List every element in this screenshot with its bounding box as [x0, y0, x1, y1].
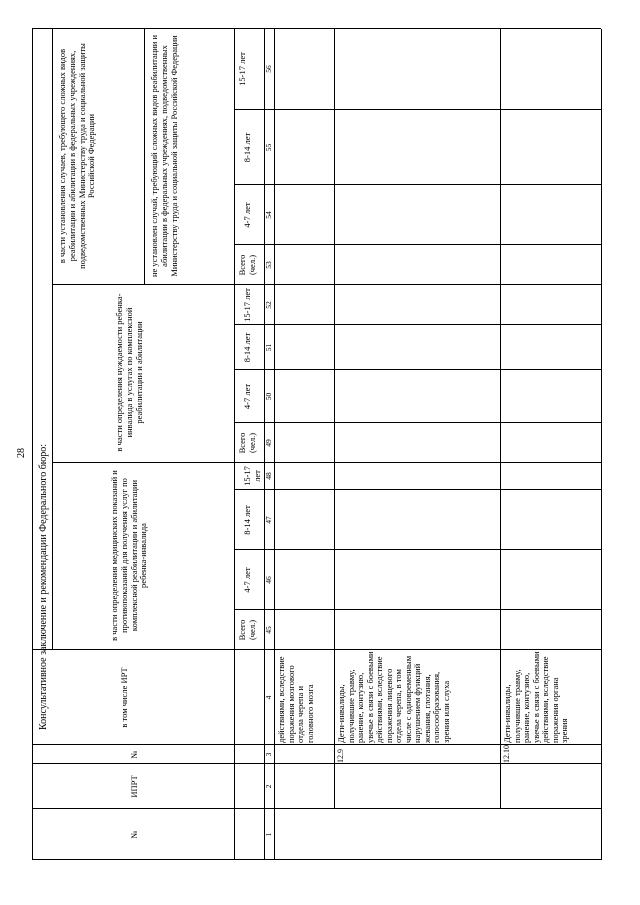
header-iprt: ИПРТ [129, 775, 139, 798]
header-fed-yes: в части установления случаев, требующего сложных видов реабилитации и абилитации в федеральных учреждениях, подведомственных Министерству труда и социальной защиты Российской Федерации [57, 43, 97, 269]
col-age-47-48 [234, 489, 601, 490]
header-fed-no: не установлен случай, требующий сложных видов реабилитации и абилитации в федеральных учреждениях, подведомственных Министерству труда и социальной защиты Российской Федерации [149, 34, 179, 278]
row-text-3: Дети-инвалиды, получившие травму, ранение, контузию, увечье в связи с боевыми действиями, вследствие поражения органа зрения [502, 651, 570, 743]
col-divider-group-2 [52, 284, 601, 285]
col-number-48: 48 [264, 472, 273, 480]
age-8-14-55: 8-14 лет [242, 132, 252, 163]
col-age-53-54 [234, 244, 601, 245]
header-incl-irt: в том числе ИРТ [119, 667, 129, 728]
col-number-row-bottom [274, 29, 275, 860]
col-age-51-52 [234, 324, 601, 325]
row-separator-2 [500, 29, 501, 809]
page-number: 28 [16, 448, 27, 458]
col-number-55: 55 [264, 143, 273, 152]
col-number-46: 46 [264, 576, 273, 584]
row-text-1: действиями, вследствие поражения мозгового отдела черепа и головного мозга [276, 656, 315, 743]
age-total-45: Всего (чел.) [237, 619, 257, 641]
age-15-17-56: 15-17 лет [237, 52, 247, 86]
age-15-17-52: 15-17 лет [242, 288, 252, 322]
col-age-54-55 [234, 184, 601, 185]
col-divider-4 [32, 649, 601, 650]
age-total-49: Всего (чел.) [237, 432, 257, 454]
col-number-51: 51 [264, 343, 273, 352]
header-divider [52, 29, 53, 650]
table-top-border [32, 29, 33, 860]
col-number-49: 49 [264, 439, 273, 447]
age-15-17-48: 15-17 лет [242, 466, 262, 486]
age-8-14-47: 8-14 лет [242, 505, 252, 535]
col-divider-1 [32, 808, 601, 809]
col-age-46-47 [234, 549, 601, 550]
col-age-55-56 [234, 109, 601, 110]
col-number-50: 50 [264, 392, 273, 401]
age-header-top [234, 29, 235, 860]
header-no: № [129, 750, 139, 759]
col-number-3: 3 [264, 752, 273, 757]
table-right-border [32, 28, 601, 29]
col-divider-3 [32, 744, 601, 745]
age-4-7-46: 4-7 лет [242, 567, 252, 593]
col-number-4: 4 [264, 695, 273, 700]
col-age-49-50 [234, 422, 601, 423]
top-header: Консультативное заключение и рекомендации Федерального бюро: [38, 443, 49, 730]
age-8-14-51: 8-14 лет [242, 332, 252, 363]
row-separator-1 [334, 29, 335, 809]
row-text-2: Дети-инвалиды, получившие травму, ранение, контузию, увечье в связи с боевыми действиями, вследствие поражения лицевого отдела черепа, в том числе с одновременным нарушением функций жевания, глотания, голосообразования, зрения или слуха [336, 651, 451, 743]
header-num: № [129, 830, 139, 839]
fed-divider [144, 29, 145, 285]
col-number-45: 45 [264, 626, 273, 634]
col-divider-group-1 [52, 462, 601, 463]
header-medical-indications: в части определения медицинских показаний и противопоказаний для получения услуг по комплексной реабилитации и абилитации ребенка-инвалида [109, 470, 149, 641]
table-bottom-border [601, 29, 602, 860]
col-number-53: 53 [264, 261, 273, 269]
age-4-7-54: 4-7 лет [242, 202, 252, 228]
col-number-47: 47 [264, 516, 273, 524]
col-number-2: 2 [264, 784, 273, 789]
col-age-45-46 [234, 609, 601, 610]
table-left-border [32, 859, 601, 860]
col-number-52: 52 [264, 301, 273, 309]
col-number-1: 1 [264, 832, 273, 837]
col-divider-2 [32, 763, 601, 764]
row-no-2: 12.9 [336, 749, 345, 763]
age-total-53: Всего (чел.) [237, 254, 257, 276]
col-age-50-51 [234, 369, 601, 370]
age-4-7-50: 4-7 лет [242, 383, 252, 410]
row-no-3: 12.10 [502, 745, 511, 763]
col-number-54: 54 [264, 211, 273, 219]
col-number-56: 56 [264, 65, 273, 73]
header-need: в части определения нуждаемости ребенка-инвалида в услугах по комплексной реабилитации и абилитации [114, 293, 144, 452]
